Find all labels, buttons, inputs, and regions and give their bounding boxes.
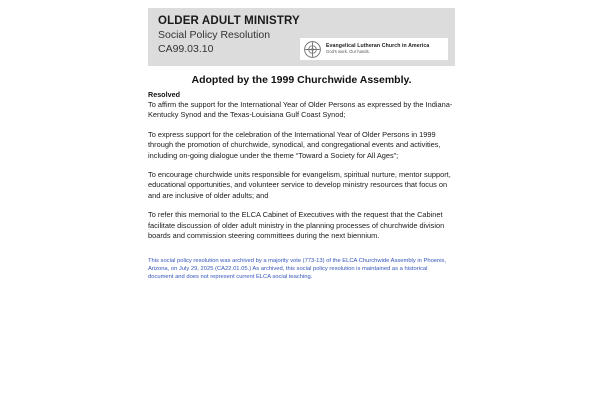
resolution-paragraph: To encourage churchwide units responsible for evangelism, spiritual nurture, mentor support, educational opportunities, and volunteer service to develop ministry resources that focus on and are inclusive of older adults; and [148, 170, 451, 200]
elca-wordmark [326, 43, 429, 56]
document-number: CA99.03.10 [158, 43, 214, 55]
resolution-paragraph: To affirm the support for the International Year of Older Persons as expressed by the Indiana-Kentucky Synod and the Texas-Louisiana Gulf Coast Synod; [148, 100, 453, 120]
resolved-label: Resolved [148, 90, 180, 99]
archive-notice: This social policy resolution was archived by a majority vote (773-13) of the ELCA Churchwide Assembly in Phoenix, Arizona, on July 29, 2025 (CA22.01.05.) As archived, this social policy resolution is maintained as a historical document and does not represent current ELCA social teaching. [148, 258, 447, 280]
resolution-paragraph: To express support for the celebration of the International Year of Older Persons in 1999 through the promotion of churchwide, synodical, and congregational events and activities, including on-going dialogue under the theme “Toward a Society for All Ages”; [148, 129, 441, 160]
organization-name: Evangelical Lutheran Church in America [326, 42, 430, 49]
resolution-paragraph: To refer this memorial to the ELCA Cabinet of Executives with the request that the Cabinet facilitate discussion of older adult ministry in the planning processes of churchwide division boards and commission steering committees during the next biennium. [148, 210, 445, 241]
resolution-body [148, 90, 455, 241]
adopted-heading: Adopted by the 1999 Churchwide Assembly. [191, 74, 412, 86]
elca-celtic-cross-logo-icon [304, 41, 321, 58]
elca-logo-box [300, 38, 448, 60]
document-subtitle: Social Policy Resolution [158, 29, 271, 41]
page-title: OLDER ADULT MINISTRY [158, 15, 300, 27]
organization-tagline: God's work. Our hands. [326, 49, 370, 55]
